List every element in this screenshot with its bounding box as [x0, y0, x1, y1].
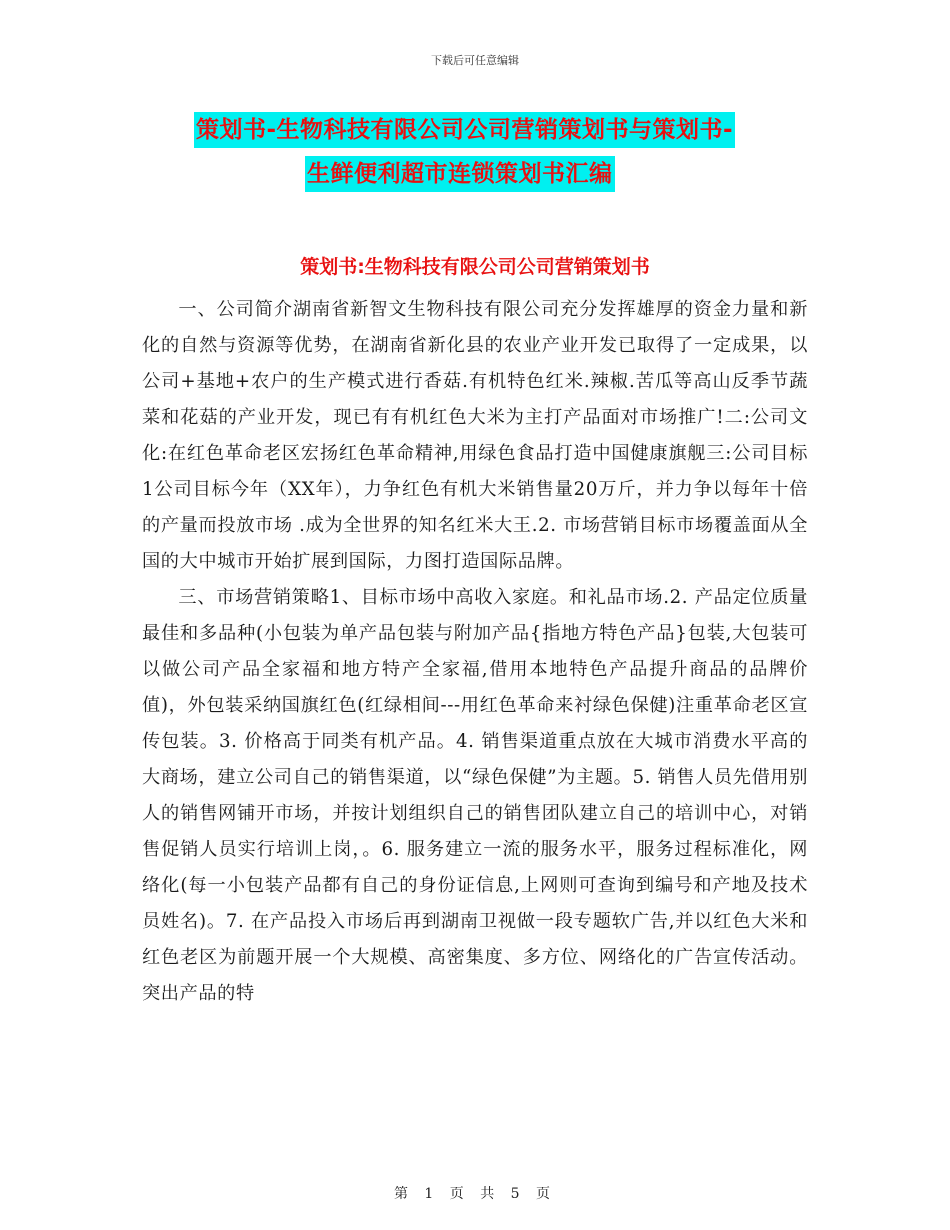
paragraph: 三、市场营销策略1、目标市场中高收入家庭。和礼品市场.2. 产品定位质量最佳和多品种(小包装为单产品包装与附加产品{指地方特色产品}包装,大包装可以做公司产品全家福和地方特产全家福,借用本地特色产品提升商品的品牌价值)，外包装采纳国旗红色(红绿相间---用红色革命来衬绿色保健)注重革命老区宣传包装。3. 价格高于同类有机产品。4. 销售渠道重点放在大城市消费水平高的大商场，建立公司自己的销售渠道，以“绿色保健”为主题。5. 销售人员先借用别人的销售网铺开市场，并按计划组织自己的销售团队建立自己的培训中心，对销售促销人员实行培训上岗，。6. 服务建立一流的服务水平，服务过程标准化，网络化(每一小包装产品都有自己的身份证信息,上网则可查询到编号和产地及技术员姓名)。7. 在产品投入市场后再到湖南卫视做一段专题软广告,并以红色大米和红色老区为前题开展一个大规模、高密集度、多方位、网络化的广告宣传活动。突出产品的特 [142, 587, 808, 1004]
paragraph: 一、公司简介湖南省新智文生物科技有限公司充分发挥雄厚的资金力量和新化的自然与资源等优势，在湖南省新化县的农业产业开发已取得了一定成果，以公司+基地+农户的生产模式进行香菇.有机特色红米.辣椒.苦瓜等高山反季节蔬菜和花菇的产业开发，现已有有机红色大米为主打产品面对市场推广!二:公司文化:在红色革命老区宏扬红色革命精神,用绿色食品打造中国健康旗舰三:公司目标1公司目标今年（XX年），力争红色有机大米销售量20万斤，并力争以每年十倍的产量而投放市场 .成为全世界的知名红米大王.2. 市场营销目标市场覆盖面从全国的大中城市开始扩展到国际，力图打造国际品牌。 [142, 299, 808, 572]
section-title: 策划书:生物科技有限公司公司营销策划书 [300, 256, 650, 278]
title-line-2: 生鲜便利超市连锁策划书汇编 [305, 156, 615, 192]
page-header: 下载后可任意编辑 [431, 54, 519, 67]
body-text [142, 292, 808, 1012]
title-line-1: 策划书-生物科技有限公司公司营销策划书与策划书- [194, 112, 735, 148]
page-footer: 第 1 页 共 5 页 [393, 1186, 557, 1202]
